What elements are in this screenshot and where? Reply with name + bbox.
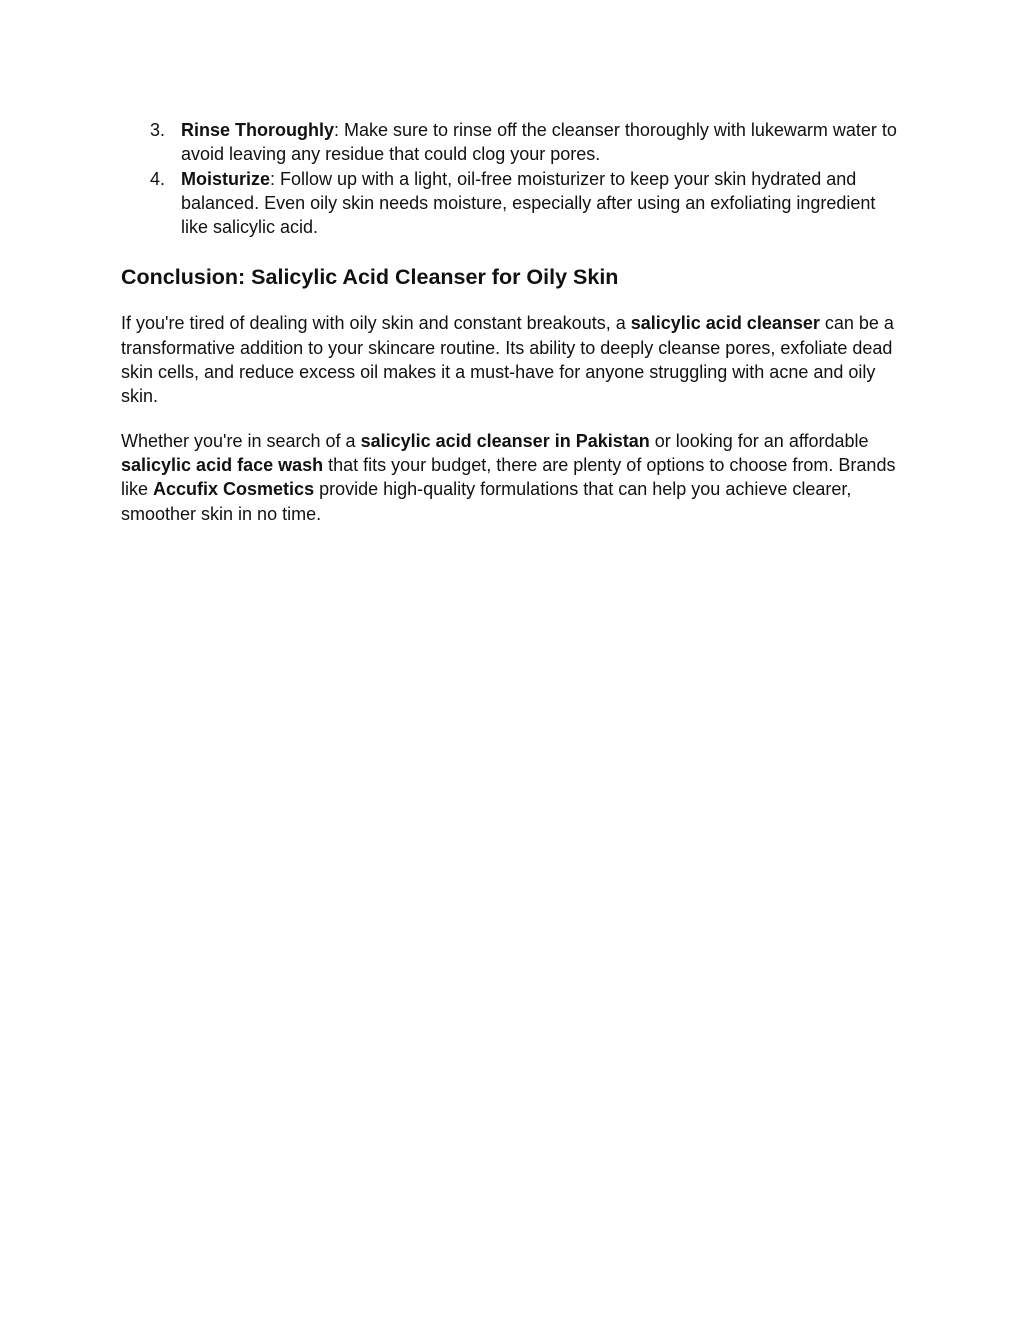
conclusion-paragraph-1 xyxy=(121,311,901,408)
conclusion-paragraph-2 xyxy=(121,429,901,526)
bold-phrase: salicylic acid cleanser xyxy=(630,313,820,334)
list-number: 4. xyxy=(150,168,166,189)
text-run: provide high-quality formulations that can help you achieve clearer, smoother skin in no time. xyxy=(121,479,852,524)
text-run: or looking for an affordable xyxy=(649,430,869,451)
list-item-moisturize xyxy=(121,167,901,240)
text-run: that fits your budget, there are plenty of options to choose from. Brands like xyxy=(121,454,896,500)
bold-phrase: salicylic acid cleanser in Pakistan xyxy=(360,430,650,451)
step-title: Rinse Thoroughly xyxy=(181,120,334,140)
text-run: If you're tired of dealing with oily skin and constant breakouts, a xyxy=(121,313,631,334)
text-run: can be a transformative addition to your skincare routine. Its ability to deeply cleanse pores, exfoliate dead skin cells, and reduce excess oil makes it a must-have for anyone struggling with acne and oily skin. xyxy=(121,313,894,407)
bold-phrase: Accufix Cosmetics xyxy=(153,479,315,500)
document-page xyxy=(121,118,901,546)
step-title: Moisturize xyxy=(181,168,271,189)
step-text: : Follow up with a light, oil-free moisturizer to keep your skin hydrated and balanced. Even oily skin needs moisture, especially after using an exfoliating ingredient like salicylic acid. xyxy=(181,168,876,238)
text-run: Whether you're in search of a xyxy=(121,430,361,451)
step-text: : Make sure to rinse off the cleanser thoroughly with lukewarm water to avoid leaving any residue that could clog your pores. xyxy=(181,120,897,165)
list-number: 3. xyxy=(150,120,166,140)
bold-phrase: salicylic acid face wash xyxy=(121,454,324,475)
list-item-rinse xyxy=(121,118,901,167)
conclusion-heading: Conclusion: Salicylic Acid Cleanser for Oily Skin xyxy=(121,265,619,290)
steps-list xyxy=(121,118,901,239)
